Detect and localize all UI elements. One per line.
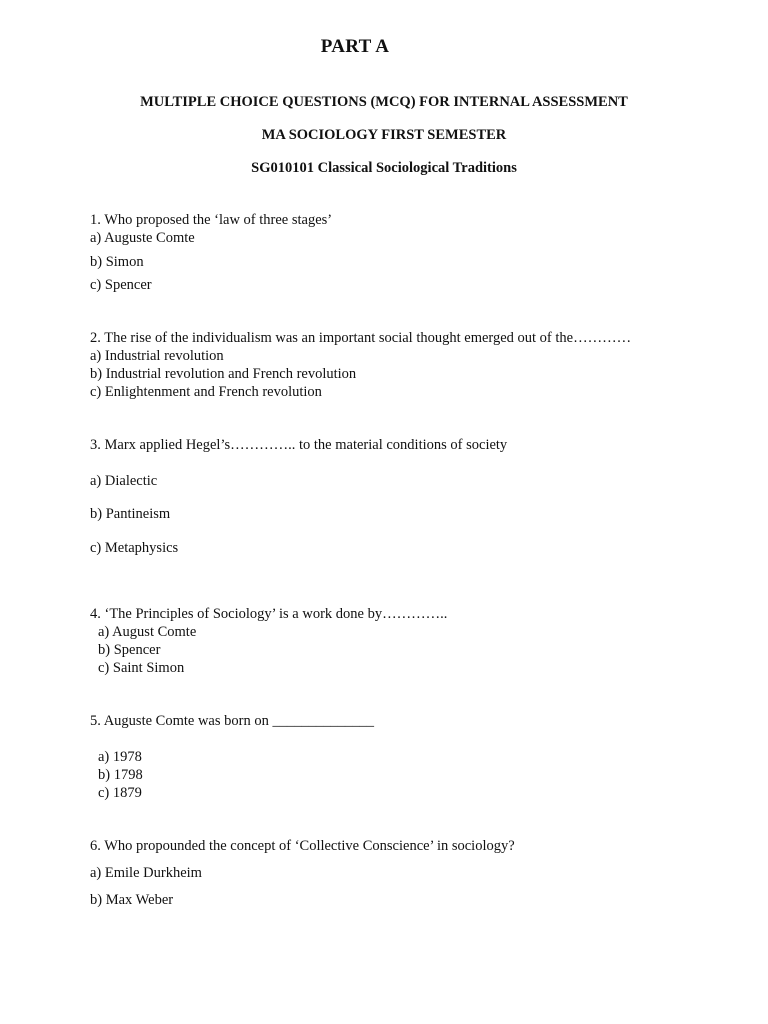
q6-option-b: b) Max Weber xyxy=(90,892,174,908)
q2-option-a: a) Industrial revolution xyxy=(90,348,224,364)
q5-option-a: a) 1978 xyxy=(98,749,142,765)
q4-option-c: c) Saint Simon xyxy=(98,660,185,676)
question-4: 4. ‘The Principles of Sociology’ is a work done by………….. xyxy=(90,606,448,622)
q1-option-b: b) Simon xyxy=(90,254,144,270)
document-heading: MULTIPLE CHOICE QUESTIONS (MCQ) FOR INTERNAL ASSESSMENT xyxy=(140,94,628,110)
question-6: 6. Who propounded the concept of ‘Collective Conscience’ in sociology? xyxy=(90,838,515,854)
question-1: 1. Who proposed the ‘law of three stages’ xyxy=(90,212,333,228)
q3-option-a: a) Dialectic xyxy=(90,473,158,489)
q2-option-c: c) Enlightenment and French revolution xyxy=(90,384,322,400)
q5-option-c: c) 1879 xyxy=(98,785,142,801)
q4-option-b: b) Spencer xyxy=(98,642,161,658)
question-5: 5. Auguste Comte was born on ______________ xyxy=(90,713,374,729)
q3-option-c: c) Metaphysics xyxy=(90,540,179,556)
q6-option-a: a) Emile Durkheim xyxy=(90,865,202,881)
question-2: 2. The rise of the individualism was an important social thought emerged out of the………… xyxy=(90,330,632,346)
q5-option-b: b) 1798 xyxy=(98,767,143,783)
part-title: PART A xyxy=(320,36,390,57)
q3-option-b: b) Pantineism xyxy=(90,506,171,522)
q2-option-b: b) Industrial revolution and French revolution xyxy=(90,366,357,382)
course-heading: SG010101 Classical Sociological Traditions xyxy=(251,160,517,176)
q1-option-a: a) Auguste Comte xyxy=(90,230,195,246)
program-heading: MA SOCIOLOGY FIRST SEMESTER xyxy=(261,127,507,143)
question-3: 3. Marx applied Hegel’s………….. to the material conditions of society xyxy=(90,437,508,453)
q4-option-a: a) August Comte xyxy=(98,624,197,640)
q1-option-c: c) Spencer xyxy=(90,277,152,293)
